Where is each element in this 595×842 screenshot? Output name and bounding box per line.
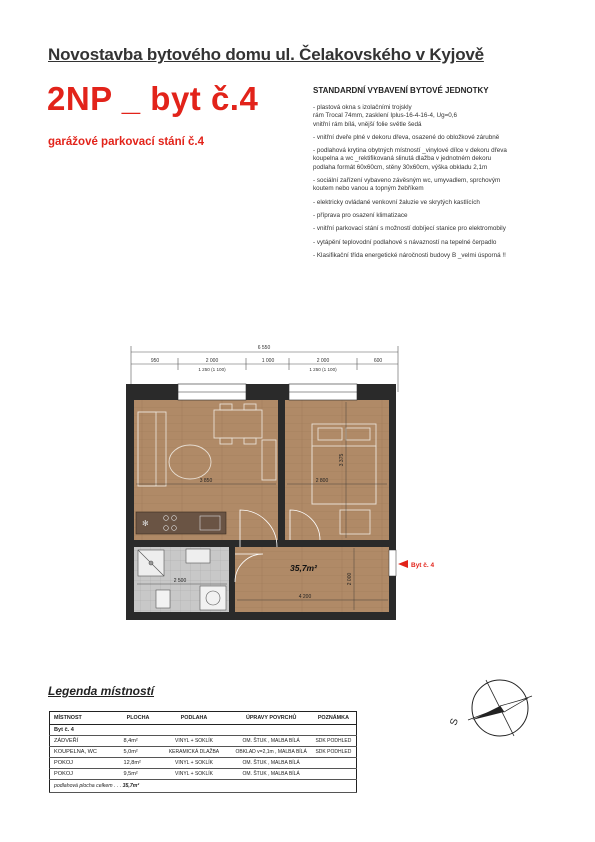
- cell-surface: OM. ŠTUK , MALBA BÍLÁ: [232, 769, 310, 780]
- standard-item: - příprava pro osazení klimatizace: [313, 211, 408, 219]
- standard-item: - plastová okna s izolačními trojskly rám Trocal 74mm, zasklení Iplus-16-4-16-4, Ug=0,6 vnitřní rám bílá, vnější folie světle šedá: [313, 104, 458, 128]
- cell-note: SDK PODHLED: [310, 736, 357, 747]
- entrance-door: [389, 550, 396, 576]
- cell-floor: VINYL + SOKLÍK: [156, 758, 232, 769]
- col-room: MÍSTNOST: [50, 712, 120, 725]
- cell-surface: OM. ŠTUK , MALBA BÍLÁ: [232, 736, 310, 747]
- total-row: [50, 780, 357, 793]
- parking-label: garážové parkovací stání č.4: [48, 136, 204, 148]
- dim-top: 2 000: [205, 358, 219, 364]
- cell-room: ZÁDVEŘÍ: [50, 736, 120, 747]
- unit-title: 2NP _ byt č.4: [47, 80, 259, 117]
- standard-item: - elektricky ovládané venkovní žaluzie ve skrytých kastlících: [313, 198, 480, 206]
- cell-note: [310, 758, 357, 769]
- page-title: Novostavba bytového domu ul. Čelakovského v Kyjově: [48, 45, 484, 64]
- dim-top: 2 000: [316, 358, 330, 364]
- compass-label: S: [448, 717, 461, 727]
- col-surface: ÚPRAVY POVRCHŮ: [232, 712, 310, 725]
- dim-top: 1 000: [261, 358, 275, 364]
- dim-top: 950: [150, 358, 160, 364]
- table-row: [50, 747, 357, 758]
- cell-note: SDK PODHLED: [310, 747, 357, 758]
- cell-note: [310, 769, 357, 780]
- table-row: [50, 780, 357, 793]
- floor-plan: [0, 340, 595, 640]
- col-area: PLOCHA: [120, 712, 156, 725]
- cell-room: KOUPELNA, WC: [50, 747, 120, 758]
- cell-floor: VINYL + SOKLÍK: [156, 769, 232, 780]
- standard-equipment: [313, 86, 573, 265]
- dim-hall: 2 500: [173, 578, 187, 584]
- total-value: 35,7m²: [122, 783, 140, 789]
- kitchen-counter: [136, 512, 226, 534]
- standard-item: - Klasifikační třída energetické náročnosti budovy B _velmi úsporná !!: [313, 251, 506, 259]
- dim-vertical: 3 375: [339, 453, 345, 467]
- table-row: [50, 758, 357, 769]
- total-label: podlahová plocha celkem . . .: [54, 783, 122, 789]
- dim-top: 600: [373, 358, 383, 364]
- cell-area: 8,4m²: [120, 736, 156, 747]
- cell-surface: OM. ŠTUK , MALBA BÍLÁ: [232, 758, 310, 769]
- cell-surface: OBKLAD v=2,1m , MALBA BÍLÁ: [232, 747, 310, 758]
- standard-item: - sociální zařízení vybaveno závěsným wc, umyvadlem, sprchovým koutem nebo vanou a topným žebříkem: [313, 177, 501, 193]
- cell-room: POKOJ: [50, 769, 120, 780]
- north-compass-icon: [438, 670, 538, 750]
- dim-sub: 1 250 (1 100): [309, 367, 337, 372]
- entrance-label: Byt č. 4: [411, 562, 435, 569]
- unit-area: 35,7m²: [290, 563, 317, 573]
- dim-room: 2 800: [315, 478, 329, 484]
- dim-total: 6 550: [257, 345, 271, 351]
- group-label: Byt č. 4: [50, 725, 357, 736]
- cell-area: 9,5m²: [120, 769, 156, 780]
- room-legend-table: [49, 711, 357, 793]
- col-floor: PODLAHA: [156, 712, 232, 725]
- standard-item: - podlahová krytina obytných místností _vinylové dílce v dekoru dřeva koupelna a wc _rektifikovaná slinutá dlažba v jednotném dekoru podlaha formát 60x60cm, stěny 30x60cm, výška obkladu 2,1m: [313, 147, 507, 171]
- svg-text:✻: ✻: [142, 519, 149, 528]
- legend-title: Legenda místností: [48, 684, 155, 698]
- standard-item: - vytápění teplovodní podlahové s návazností na tepelné čerpadlo: [313, 238, 497, 246]
- standard-item: - vnitřní parkovací stání s možností dobíjecí stanice pro elektromobily: [313, 225, 506, 233]
- table-row: [50, 736, 357, 747]
- dim-sub: 1 250 (1 100): [198, 367, 226, 372]
- standard-heading: STANDARDNÍ VYBAVENÍ BYTOVÉ JEDNOTKY: [313, 86, 489, 95]
- table-row: [50, 769, 357, 780]
- col-note: POZNÁMKA: [310, 712, 357, 725]
- table-row: [50, 725, 357, 736]
- cell-floor: KERAMICKÁ DLAŽBA: [156, 747, 232, 758]
- cell-floor: VINYL + SOKLÍK: [156, 736, 232, 747]
- cell-area: 5,0m²: [120, 747, 156, 758]
- standard-list: [313, 104, 573, 260]
- dim-hall-vertical: 2 000: [347, 572, 353, 586]
- dim-room: 3 850: [199, 478, 213, 484]
- cell-room: POKOJ: [50, 758, 120, 769]
- entrance-arrow: [398, 560, 408, 568]
- cell-area: 12,8m²: [120, 758, 156, 769]
- standard-item: - vnitřní dveře plné v dekoru dřeva, osazené do obložkové zárubně: [313, 133, 500, 141]
- hall-floor: [235, 547, 389, 612]
- dim-hall-bottom: 4 200: [298, 594, 312, 600]
- bedroom-floor: [285, 400, 389, 540]
